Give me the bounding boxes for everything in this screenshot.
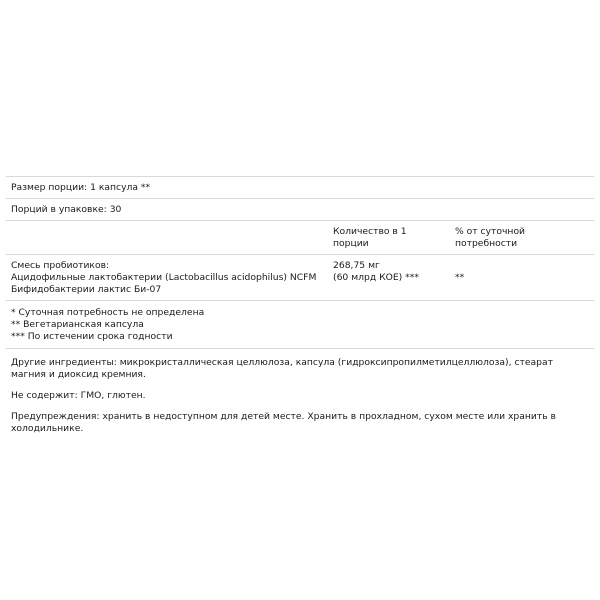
does-not-contain: Не содержит: ГМО, глютен. — [11, 390, 146, 401]
footnotes — [6, 301, 594, 348]
header-daily-value: % от суточной потребности — [455, 226, 526, 249]
product-notes — [6, 357, 594, 435]
ingredient-row — [6, 255, 594, 301]
footnote-item: *** По истечении срока годности — [11, 331, 173, 342]
servings-per-container-row — [6, 199, 594, 221]
ingredient-dv: ** — [455, 272, 465, 283]
ingredient-name-line: Смесь пробиотиков: — [11, 260, 110, 271]
footnotes-row — [6, 301, 594, 349]
supplement-facts-panel — [6, 176, 594, 444]
ingredient-name-line: Ацидофильные лактобактерии (Lactobacillus acidophilus) NCFM — [11, 272, 317, 283]
other-ingredients: Другие ингредиенты: микрокристаллическая целлюлоза, капсула (гидроксипропилметилцеллюлоза), стеарат магния и диоксид кремния. — [11, 357, 553, 380]
ingredient-daily-value — [450, 255, 594, 300]
header-amount: Количество в 1 порции — [333, 226, 407, 249]
serving-size: Размер порции: 1 капсула ** — [11, 182, 151, 193]
ingredient-name-line: Бифидобактерии лактис Би-07 — [11, 284, 162, 295]
column-header-row — [6, 221, 594, 255]
ingredient-name — [6, 255, 328, 300]
footnote-item: * Суточная потребность не определена — [11, 307, 205, 318]
serving-size-row — [6, 177, 594, 199]
supplement-facts-table — [6, 176, 594, 349]
ingredient-amount-line: 268,75 мг — [333, 260, 380, 271]
footnote-item: ** Вегетарианская капсула — [11, 319, 144, 330]
ingredient-amount — [328, 255, 450, 300]
warnings: Предупреждения: хранить в недоступном для детей месте. Хранить в прохладном, сухом месте или хранить в холодильнике. — [11, 411, 556, 434]
header-blank — [6, 221, 328, 254]
ingredient-amount-line: (60 млрд КОЕ) *** — [333, 272, 419, 283]
servings-per-container: Порций в упаковке: 30 — [11, 204, 122, 215]
